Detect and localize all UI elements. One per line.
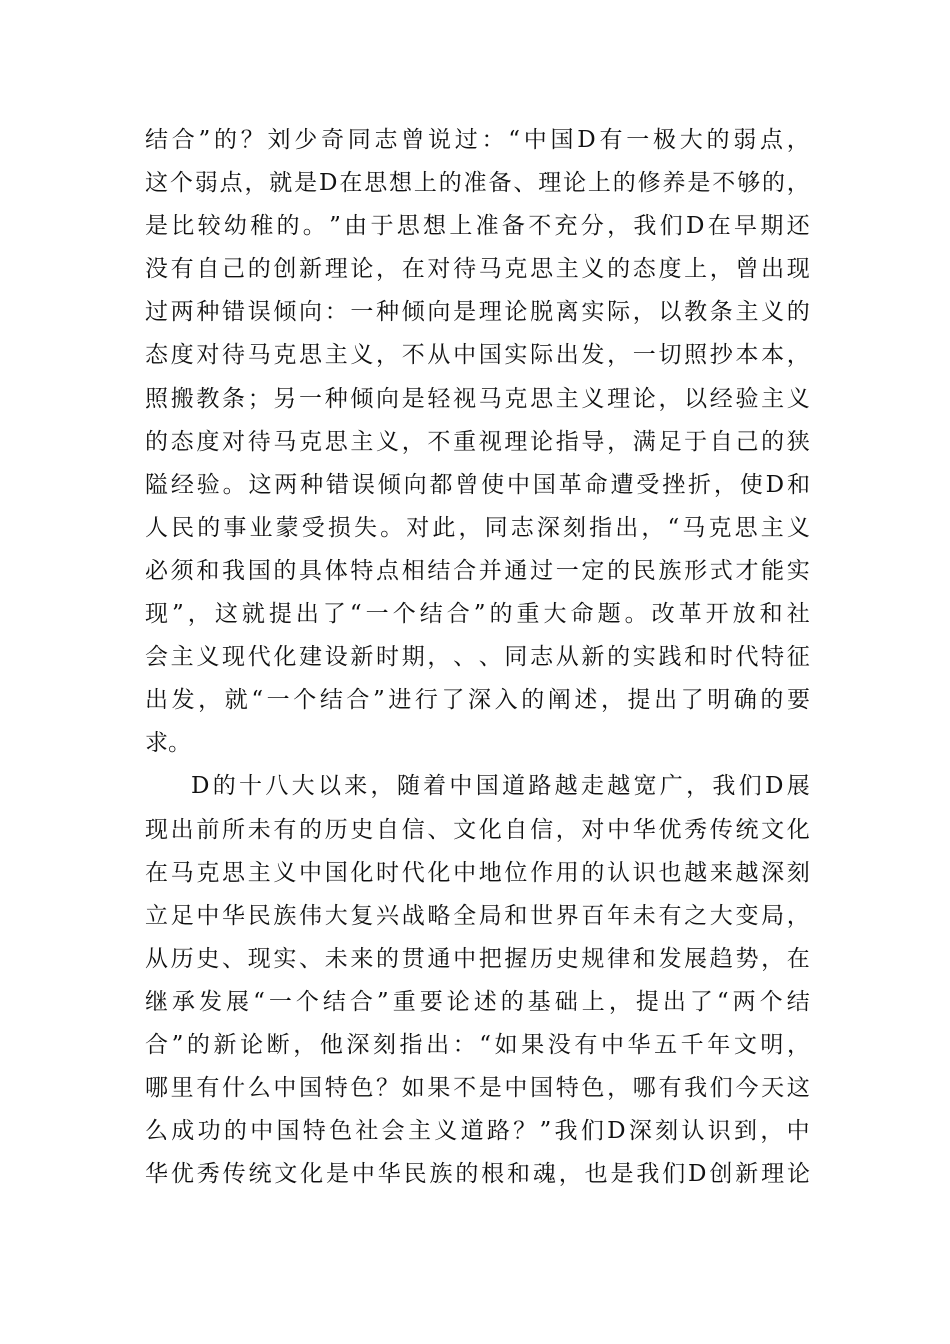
text-line: 会 主 义 现 代 化 建 设 新 时 期 ， 、 、 同 志 从 新 的 实 践 和 时 代 特 征 <box>145 644 810 671</box>
text-line: 哪 里 有 什 么 中 国 特 色 ？ 如 果 不 是 中 国 特 色 ， 哪 有 我 们 今 天 这 <box>145 1075 810 1102</box>
text-line: 出 发 ， 就 “ 一 个 结 合 ” 进 行 了 深 入 的 阐 述 ， 提 出 了 明 确 的 要 <box>145 687 810 714</box>
text-line: 隘 经 验 。 这 两 种 错 误 倾 向 都 曾 使 中 国 革 命 遭 受 挫 折 ， 使 D 和 <box>145 471 810 498</box>
text-line: 这 个 弱 点 ， 就 是 D 在 思 想 上 的 准 备 、 理 论 上 的 修 养 是 不 够 的 ， <box>145 170 810 197</box>
text-line: 人 民 的 事 业 蒙 受 损 失 。 对 此 ， 同 志 深 刻 指 出 ， “ 马 克 思 主 义 <box>145 514 810 541</box>
text-line: D 的 十 八 大 以 来 ， 随 着 中 国 道 路 越 走 越 宽 广 ， 我 们 D 展 <box>191 773 810 800</box>
text-line: 继 承 发 展 “ 一 个 结 合 ” 重 要 论 述 的 基 础 上 ， 提 出 了 “ 两 个 结 <box>145 988 810 1015</box>
text-line: 从 历 史 、 现 实 、 未 来 的 贯 通 中 把 握 历 史 规 律 和 发 展 趋 势 ， 在 <box>145 945 810 972</box>
text-line: 求 。 <box>145 730 191 757</box>
text-line: 态 度 对 待 马 克 思 主 义 ， 不 从 中 国 实 际 出 发 ， 一 切 照 抄 本 本 ， <box>145 342 810 369</box>
text-line: 没 有 自 己 的 创 新 理 论 ， 在 对 待 马 克 思 主 义 的 态 度 上 ， 曾 出 现 <box>145 256 810 283</box>
text-line: 现 出 前 所 未 有 的 历 史 自 信 、 文 化 自 信 ， 对 中 华 优 秀 传 统 文 化 <box>145 816 810 843</box>
text-line: 么 成 功 的 中 国 特 色 社 会 主 义 道 路 ？ ” 我 们 D 深 刻 认 识 到 ， 中 <box>145 1118 810 1145</box>
paragraph-1 <box>145 119 810 765</box>
paragraph-2 <box>145 765 810 1196</box>
text-line: 过 两 种 错 误 倾 向 ： 一 种 倾 向 是 理 论 脱 离 实 际 ， 以 教 条 主 义 的 <box>145 299 810 326</box>
text-line: 必 须 和 我 国 的 具 体 特 点 相 结 合 并 通 过 一 定 的 民 族 形 式 才 能 实 <box>145 557 810 584</box>
text-line: 结 合 ” 的 ？ 刘 少 奇 同 志 曾 说 过 ： “ 中 国 D 有 一 极 大 的 弱 点 ， <box>145 127 810 153</box>
text-line: 照 搬 教 条 ； 另 一 种 倾 向 是 轻 视 马 克 思 主 义 理 论 ， 以 经 验 主 义 <box>145 385 810 412</box>
text-line: 现 ” ， 这 就 提 出 了 “ 一 个 结 合 ” 的 重 大 命 题 。 改 革 开 放 和 社 <box>145 601 810 628</box>
text-line: 立 足 中 华 民 族 伟 大 复 兴 战 略 全 局 和 世 界 百 年 未 有 之 大 变 局 ， <box>145 902 810 929</box>
text-line: 在 马 克 思 主 义 中 国 化 时 代 化 中 地 位 作 用 的 认 识 也 越 来 越 深 刻 <box>145 859 810 886</box>
text-line: 华 优 秀 传 统 文 化 是 中 华 民 族 的 根 和 魂 ， 也 是 我 们 D 创 新 理 论 <box>145 1161 810 1188</box>
text-line: 合 ” 的 新 论 断 ， 他 深 刻 指 出 ： “ 如 果 没 有 中 华 五 千 年 文 明 ， <box>145 1031 810 1058</box>
text-line: 的 态 度 对 待 马 克 思 主 义 ， 不 重 视 理 论 指 导 ， 满 足 于 自 己 的 狭 <box>145 428 810 455</box>
text-line: 是 比 较 幼 稚 的 。 ” 由 于 思 想 上 准 备 不 充 分 ， 我 们 D 在 早 期 还 <box>145 213 810 240</box>
document-page <box>145 119 810 1196</box>
